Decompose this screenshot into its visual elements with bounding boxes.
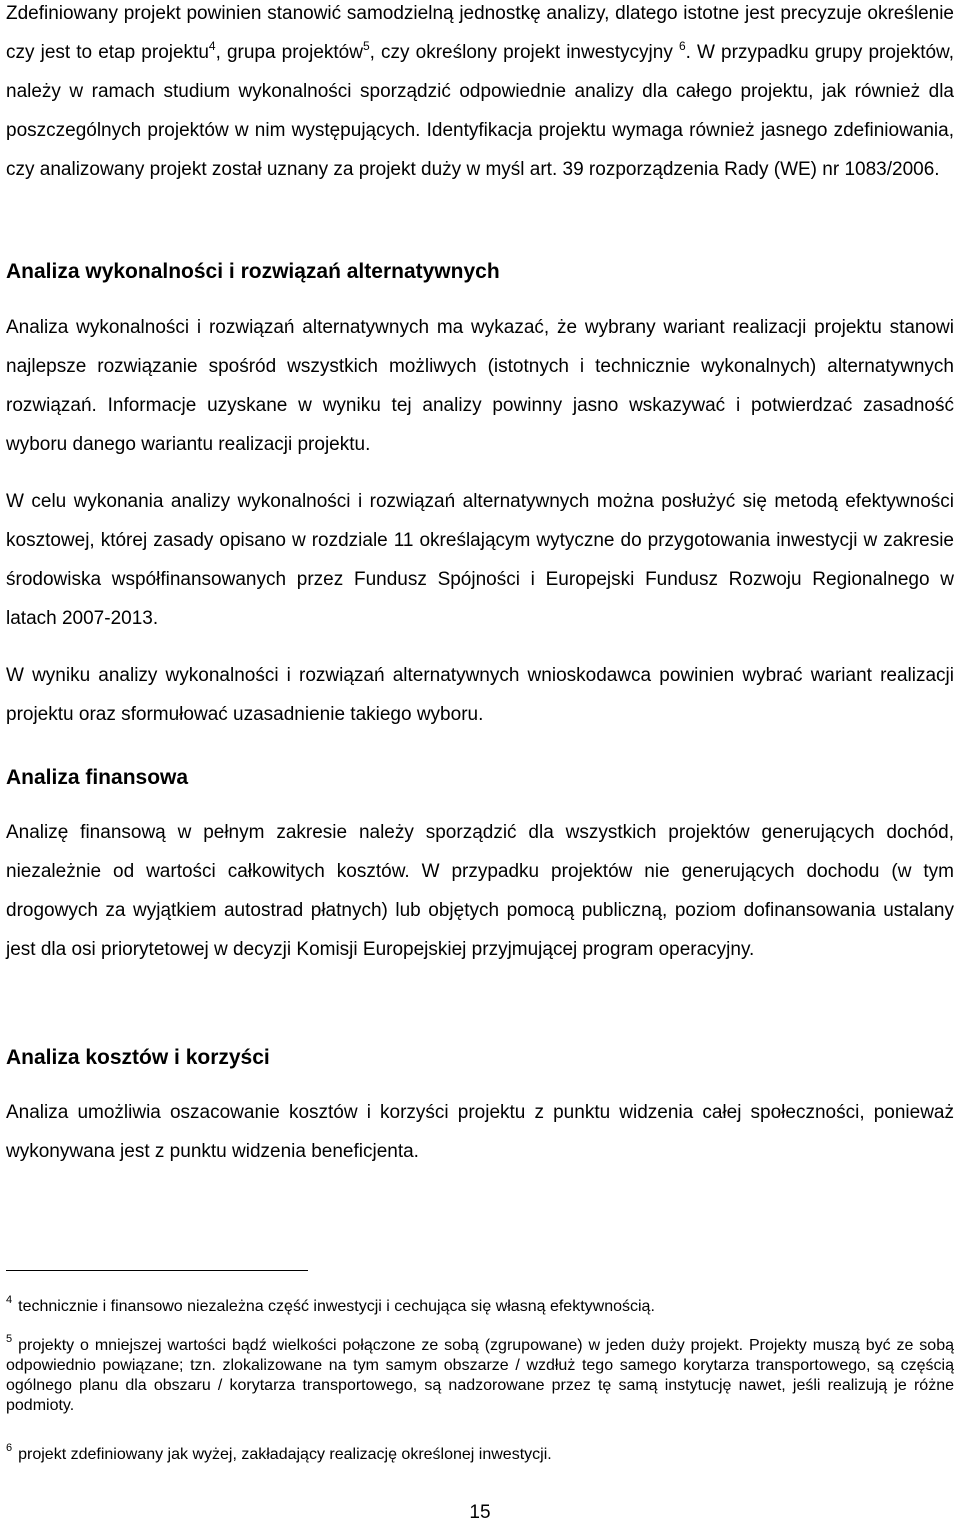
footnote-separator <box>6 1270 308 1271</box>
financial-paragraph: Analizę finansową w pełnym zakresie należy sporządzić dla wszystkich projektów generujących dochód, niezależnie od wartości całkowitych kosztów. W przypadku projektów nie generujących dochodu (w tym drogowych za wyjątkiem autostrad płatnych) lub objętych pomocą publiczną, poziom dofinansowania ustalany jest dla osi priorytetowej w decyzji Komisji Europejskiej przyjmującej program operacyjny. <box>6 822 954 960</box>
page-number: 15 <box>469 1502 491 1523</box>
footnote-ref-6[interactable]: 6 <box>678 39 686 53</box>
footnote-number: 4 <box>6 1294 13 1306</box>
section-heading-cost-benefit: Analiza kosztów i korzyści <box>6 1046 270 1069</box>
footnote-ref-5[interactable]: 5 <box>362 39 370 53</box>
section-heading-feasibility: Analiza wykonalności i rozwiązań alternatywnych <box>6 260 500 283</box>
intro-text-4: . W przypadku grupy projektów, należy w ramach studium wykonalności sporządzić odpowiednie analizy dla całego projektu, jak również dla poszczególnych projektów w nim występujących. Identyfikacja projektu wymaga również jasnego zdefiniowania, czy analizowany projekt został uznany za projekt duży w myśl art. 39 rozporządzenia Rady (WE) nr 1083/2006. <box>6 42 954 180</box>
intro-text-3: , czy określony projekt inwestycyjny <box>369 42 673 63</box>
intro-text-1: Zdefiniowany projekt powinien stanowić samodzielną jednostkę analizy, dlatego istotne jest precyzuje określenie czy jest to etap projektu <box>6 3 954 63</box>
footnote-text: technicznie i finansowo niezależna część inwestycji i cechująca się własną efektywnością. <box>18 1298 655 1315</box>
footnote-6 <box>6 1442 954 1465</box>
footnote-4 <box>6 1294 954 1317</box>
intro-paragraph <box>6 0 954 189</box>
footnote-text: projekty o mniejszej wartości bądź wielkości połączone ze sobą (zgrupowane) w jeden duży projekt. Projekty muszą być ze sobą odpowiednio powiązane; tzn. zlokalizowane na tym samym obszarze / wzdłuż tego samego korytarza transportowego, są częścią ogólnego planu dla obszaru / korytarza transportowego, są nadzorowane przez tę samą instytucję nawet, jeśli realizują je różne podmioty. <box>6 1337 954 1414</box>
footnote-ref-4[interactable]: 4 <box>208 39 216 53</box>
footnote-number: 5 <box>6 1333 13 1345</box>
cost-benefit-paragraph: Analiza umożliwia oszacowanie kosztów i korzyści projektu z punktu widzenia całej społeczności, ponieważ wykonywana jest z punktu widzenia beneficjenta. <box>6 1102 954 1162</box>
feasibility-paragraph-1: Analiza wykonalności i rozwiązań alternatywnych ma wykazać, że wybrany wariant realizacji projektu stanowi najlepsze rozwiązanie spośród wszystkich możliwych (istotnych i technicznie wykonalnych) alternatywnych rozwiązań. Informacje uzyskane w wyniku tej analizy powinny jasno wskazywać i potwierdzać zasadność wyboru danego wariantu realizacji projektu. <box>6 317 954 455</box>
feasibility-paragraph-2: W celu wykonania analizy wykonalności i rozwiązań alternatywnych można posłużyć się metodą efektywności kosztowej, której zasady opisano w rozdziale 11 określającym wytyczne do przygotowania inwestycji w zakresie środowiska współfinansowanych przez Fundusz Spójności i Europejski Fundusz Rozwoju Regionalnego w latach 2007-2013. <box>6 491 954 629</box>
footnote-number: 6 <box>6 1442 13 1454</box>
footnote-5 <box>6 1333 954 1416</box>
intro-text-2: , grupa projektów <box>215 42 363 63</box>
section-heading-financial: Analiza finansowa <box>6 766 189 789</box>
feasibility-paragraph-3: W wyniku analizy wykonalności i rozwiązań alternatywnych wnioskodawca powinien wybrać wariant realizacji projektu oraz sformułować uzasadnienie takiego wyboru. <box>6 665 954 725</box>
footnote-text: projekt zdefiniowany jak wyżej, zakładający realizację określonej inwestycji. <box>18 1446 552 1463</box>
